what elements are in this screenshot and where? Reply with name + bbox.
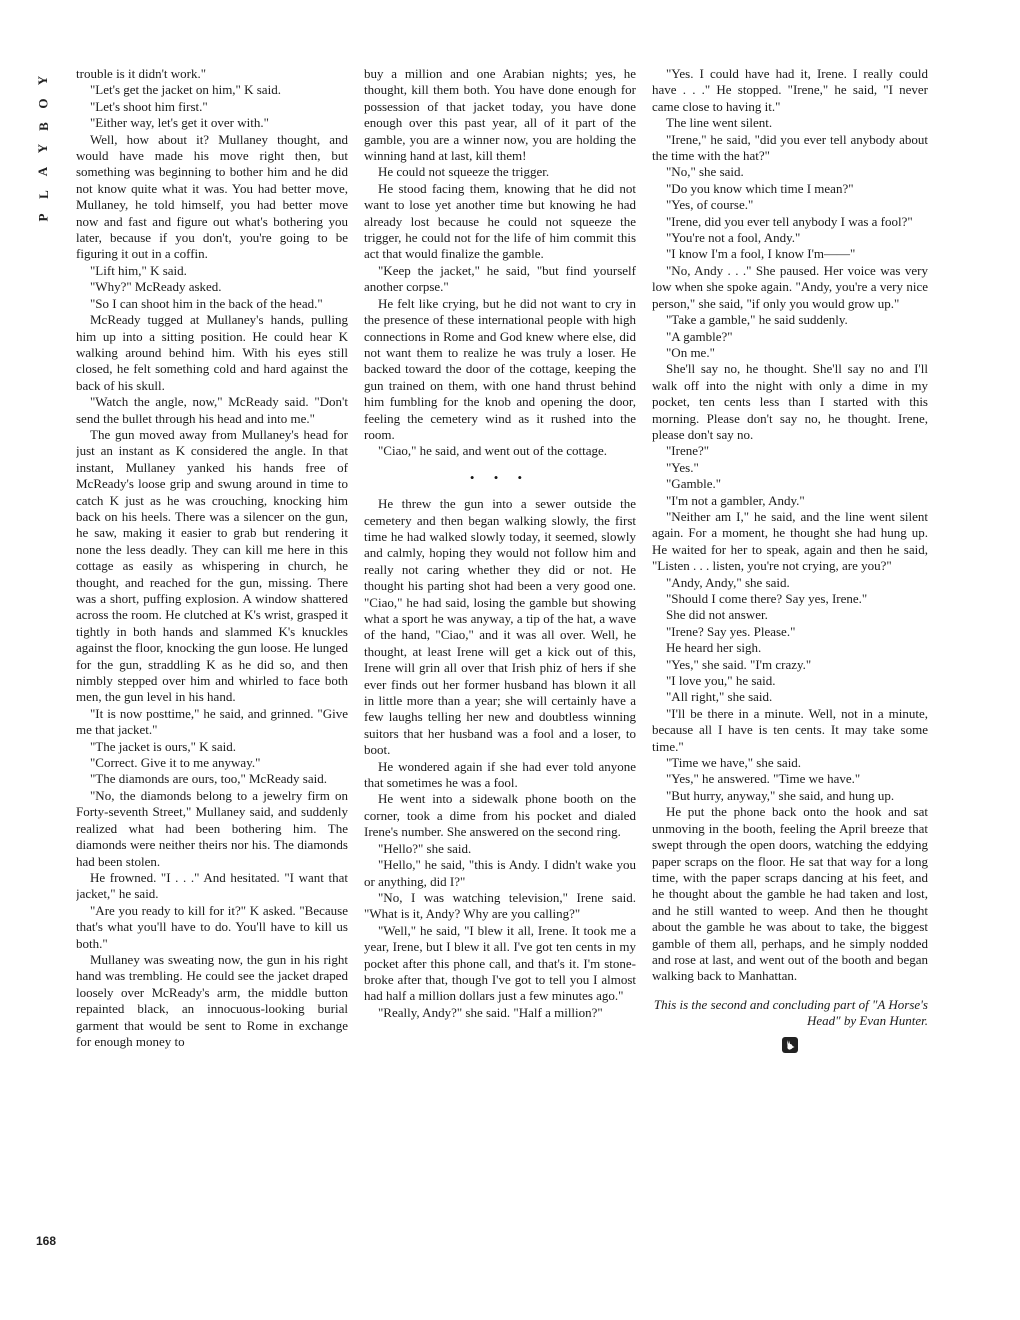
masthead-letter: L (35, 190, 51, 199)
rabbit-head-icon (782, 1037, 798, 1053)
paragraph: "Andy, Andy," she said. (666, 574, 790, 590)
paragraph: "Why?" McReady asked. (90, 279, 222, 295)
masthead-letter: Y (35, 75, 51, 86)
paragraph: "A gamble?" (666, 328, 733, 344)
masthead-letter: O (35, 98, 51, 109)
paragraph: "No, the diamonds belong to a jewelry firm on Forty-seventh Street," Mullaney said, and suddenly realized what had been bothering him. The diamonds were neither theirs nor his. The diamonds had been stolen. (76, 787, 348, 869)
paragraph: "Lift him," K said. (90, 262, 187, 278)
paragraph: "It is now posttime," he said, and grinned. "Give me that jacket." (76, 705, 348, 738)
paragraph: "I'm not a gambler, Andy." (666, 492, 805, 508)
text-column-2 (364, 66, 636, 1266)
paragraph: "Do you know which time I mean?" (666, 180, 854, 196)
paragraph: "Yes. I could have had it, Irene. I really could have . . ." He stopped. "Irene," he said, "I never came close to having it." (652, 66, 928, 114)
paragraph: buy a million and one Arabian nights; yes, he thought, kill them both. You have done enough for possession of that jacket today, you have done enough over this past year, all of it part of the gamble, you are a winner now, you are holding the winning hand at last, kill them! (364, 66, 636, 164)
paragraph: "No, I was watching television," Irene said. "What is it, Andy? Why are you calling?" (364, 889, 636, 922)
paragraph: "I love you," he said. (666, 673, 776, 689)
paragraph: "Hello," he said, "this is Andy. I didn't wake you or anything, did I?" (364, 857, 636, 889)
paragraph: Well, how about it? Mullaney thought, and would have made his move right then, but something was beginning to bother him and he did not know quite what it was. You had better move, Mullaney, he told himself, you had better move now and fast and figure out what's bothering you later, because if you don't, you're going to be figuring it out in a coffin. (76, 131, 348, 262)
text-column-1 (76, 66, 348, 1266)
paragraph: He threw the gun into a sewer outside the cemetery and then began walking slowly, the first time he had walked slowly today, it seemed, slowly and calmly, hoping they would not follow him and really not caring whether they did or not. He thought his parting shot had been a very good one. "Ciao," he had said, losing the gamble but showing what a sport he was anyway, a tip of the hat, a wave of the hand, "Ciao," and it was all over. Well, he thought, at least Irene will get a kick out of this, Irene will grin all over that Irish phiz of hers if she ever finds out her former husband has blown it all in little more than a year; she will certainly have a few laughs telling her new and doubtless winning suitors that her husband was a fool and a loser, to boot. (364, 496, 636, 758)
paragraph: "Well," he said, "I blew it all, Irene. It took me a year, Irene, but I blew it all. I've got ten cents in my pocket after this phone call, and that's it. I'm stone-broke after that, though I've got to tell you I almost had half a million dollars just a few minutes ago." (364, 922, 636, 1004)
paragraph: "The diamonds are ours, too," McReady said. (90, 771, 327, 787)
paragraph: "Really, Andy?" she said. "Half a million?" (378, 1004, 603, 1020)
paragraph: "Time we have," she said. (666, 755, 802, 771)
paragraph: "Neither am I," he said, and the line went silent again. For a moment, he thought she had hung up. He waited for her to speak, again and then he said, "Listen . . . listen, you're not crying, are you?" (652, 508, 928, 574)
paragraph: He frowned. "I . . ." And hesitated. "I want that jacket," he said. (76, 869, 348, 902)
paragraph: "Irene, did you ever tell anybody I was a fool?" (666, 213, 913, 229)
paragraph: "Yes." (666, 459, 699, 475)
paragraph: Mullaney was sweating now, the gun in his right hand was trembling. He could see the jacket draped loosely over McReady's arm, the middle button repainted black, an innocuous-looking burial garment that would be sent to Rome in exchange for enough money to (76, 951, 348, 1049)
paragraph: He could not squeeze the trigger. (378, 164, 550, 180)
paragraph: "Watch the angle, now," McReady said. "Don't send the bullet through his head and into me." (76, 394, 348, 426)
paragraph: He stood facing them, knowing that he did not want to lose yet another time but knowing he had already lost because he could not squeeze the trigger, he could not for the life of him commit this act that would finalize the gamble. (364, 180, 636, 262)
paragraph: She'll say no, he thought. She'll say no and I'll walk off into the night with only a dime in my pocket, ten cents less than I started with this morning. Please don't say no, he thought. Irene, please don't say no. (652, 361, 928, 442)
paragraph: "Irene?" (666, 443, 710, 459)
paragraph: "All right," she said. (666, 689, 773, 705)
story-endnote: This is the second and concluding part of "A Horse's Head" by Evan Hunter. (653, 996, 928, 1028)
paragraph: "The jacket is ours," K said. (90, 738, 236, 754)
paragraph: "Either way, let's get it over with." (90, 115, 269, 131)
paragraph: He heard her sigh. (666, 640, 762, 656)
masthead-letter: B (35, 121, 51, 131)
paragraph: "I'll be there in a minute. Well, not in a minute, because all I have is ten cents. It may take some time." (652, 705, 928, 754)
paragraph: He put the phone back onto the hook and sat unmoving in the booth, feeling the April breeze that swept through the open doors, watching the eddying paper scraps on the floor. He sat that way for a long time, with the paper scraps dancing at his feet, and he thought about the gamble he had taken and lost, and he still wanted to weep. And then he thought about the gamble he was about to take, the biggest gamble of them all, perhaps, and he simply nodded and rose at last, and went out of the booth and began walking back to Manhattan. (652, 804, 928, 984)
paragraph: "Yes," she said. "I'm crazy." (666, 656, 812, 672)
masthead-letter: P (35, 213, 51, 222)
paragraph: "Irene? Say yes. Please." (666, 623, 796, 639)
paragraph: The gun moved away from Mullaney's head for just an instant as K considered the angle. In that instant, Mullaney yanked his hands free of McReady's loose grip and swung around in time to catch K just as he was crouching, knocking him back on his heels. There was a silencer on the gun, he saw, making it easier to grab but rendering it none the less deadly. They can kill me here in this cottage as easily as whispering in church, he thought, and reached for the gun, missing. There was a short, puffing explosion. A window shattered across the room. He clutched at K's wrist, grasped it tightly in both hands and slammed K's knuckles against the floor, knocking the gun loose. He lunged for the gun, straddling K as he did so, and then nimbly stepped over him and whirled to face both men, the gun level in his hand. (76, 426, 348, 705)
paragraph: "Ciao," he said, and went out of the cottage. (378, 443, 608, 459)
paragraph: "So I can shoot him in the back of the head." (90, 295, 323, 311)
paragraph: "Let's get the jacket on him," K said. (90, 82, 281, 98)
paragraph: "Take a gamble," he said suddenly. (666, 312, 848, 328)
paragraph: "On me." (666, 344, 715, 360)
paragraph: "Hello?" she said. (378, 840, 472, 856)
paragraph: "Are you ready to kill for it?" K asked. "Because that's what you'll have to do. You'll have to kill us both." (76, 902, 348, 951)
paragraph: "But hurry, anyway," she said, and hung up. (666, 787, 895, 803)
masthead (30, 74, 56, 224)
paragraph: "Let's shoot him first." (90, 98, 208, 114)
paragraph: "You're not a fool, Andy." (666, 230, 801, 246)
paragraph: She did not answer. (666, 607, 768, 623)
paragraph: trouble is it didn't work." (76, 66, 207, 81)
paragraph: He felt like crying, but he did not want to cry in the presence of these international people with high connections in Rome and God knew where else, did not want them to realize he was truly a loser. He backed toward the door of the cottage, keeping the gun trained on them, with one hand thrust behind him fumbling for the knob and opening the door, feeling the cemetery wind as it rushed into the room. (364, 295, 636, 442)
paragraph: "Yes," he answered. "Time we have." (666, 771, 861, 787)
masthead-letter: A (35, 167, 51, 177)
paragraph: He wondered again if she had ever told anyone that sometimes he was a fool. (364, 758, 636, 791)
paragraph: "Keep the jacket," he said, "but find yourself another corpse." (364, 262, 636, 295)
paragraph: "Yes, of course." (666, 197, 754, 213)
paragraph: "Should I come there? Say yes, Irene." (666, 591, 868, 606)
paragraph: He went into a sidewalk phone booth on the corner, took a dime from his pocket and dialed Irene's number. She answered on the second ring. (364, 791, 636, 840)
section-break: • • • (469, 469, 531, 485)
paragraph: "Gamble." (666, 476, 722, 492)
paragraph: "I know I'm a fool, I know I'm——" (666, 246, 856, 262)
page-number: 168 (36, 1234, 57, 1248)
text-column-3 (652, 66, 928, 1266)
paragraph: "Correct. Give it to me anyway." (90, 755, 261, 771)
masthead-letter: Y (35, 144, 51, 154)
paragraph: McReady tugged at Mullaney's hands, pulling him up into a sitting position. He could hear K walking around behind him. With his eyes still closed, he felt something cold and hard against the back of his skull. (76, 312, 348, 393)
paragraph: "No, Andy . . ." She paused. Her voice was very low when she spoke again. "Andy, you're a very nice person," she said, "if only you would grow up." (652, 262, 928, 311)
paragraph: "No," she said. (666, 164, 744, 180)
paragraph: "Irene," he said, "did you ever tell anybody about the time with the hat?" (652, 131, 928, 164)
paragraph: The line went silent. (666, 115, 773, 131)
